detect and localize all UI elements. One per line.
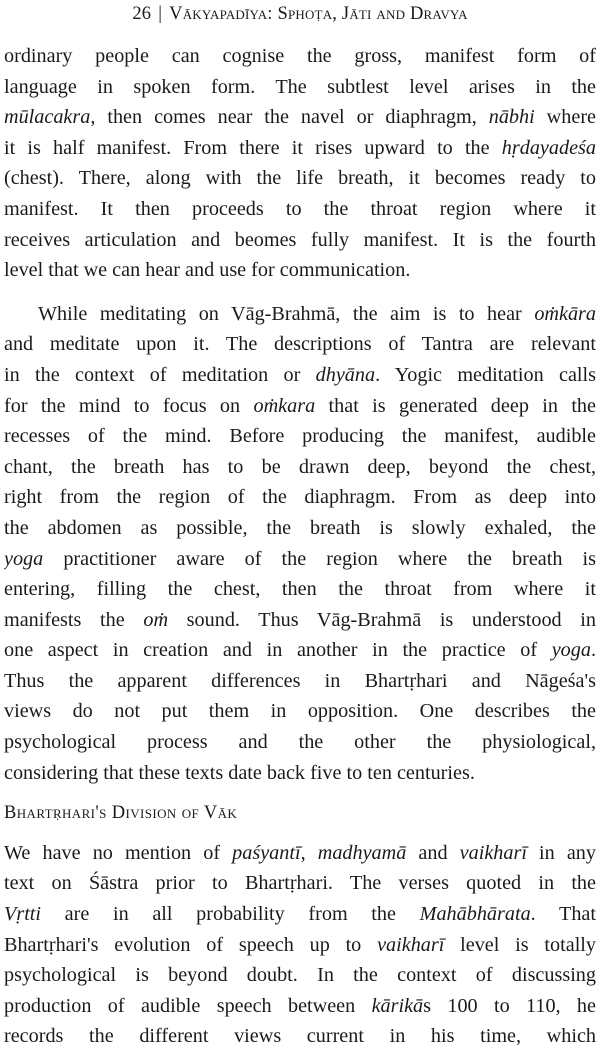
text-line: entering, filling the chest, then the throat from where it xyxy=(4,578,596,601)
text-line: Thus the apparent differences in Bhartṛhari and Nāgeśa's xyxy=(4,669,596,692)
text-line: recesses of the mind. Before producing the manifest, audible xyxy=(4,425,596,448)
text-line: mūlacakra, then comes near the navel or diaphragm, nābhi where xyxy=(4,106,596,129)
text-line: and meditate upon it. The descriptions of Tantra are relevant xyxy=(4,333,596,356)
text-line: right from the region of the diaphragm. From as deep into xyxy=(4,486,596,509)
text-line: psychological process and the other the physiological, xyxy=(4,731,596,754)
text-line: manifests the oṁ sound. Thus Vāg-Brahmā is understood in xyxy=(4,608,596,631)
text-line: language in spoken form. The subtlest level arises in the xyxy=(4,75,596,98)
header-separator: | xyxy=(158,4,163,24)
running-header xyxy=(0,4,600,25)
text-line: yoga practitioner aware of the region where the breath is xyxy=(4,547,596,570)
book-title: Vākyapadīya: Sphoṭa, Jāti and Dravya xyxy=(169,4,468,24)
text-line: Bhartṛhari's evolution of speech up to vaikharī level is totally xyxy=(4,933,596,956)
text-line: We have no mention of paśyantī, madhyamā and vaikharī in any xyxy=(4,841,596,864)
text-line: psychological is beyond doubt. In the context of discussing xyxy=(4,964,596,987)
text-line: for the mind to focus on oṁkara that is generated deep in the xyxy=(4,394,596,417)
text-line: views do not put them in opposition. One describes the xyxy=(4,700,596,723)
body-text xyxy=(4,41,596,1052)
paragraph-1 xyxy=(4,41,596,286)
text-line: records the different views current in his time, which xyxy=(4,1025,596,1048)
text-line: manifest. It then proceeds to the throat region where it xyxy=(4,197,596,220)
text-line: one aspect in creation and in another in the practice of yoga. xyxy=(4,639,596,662)
text-line: receives articulation and beomes fully manifest. It is the fourth xyxy=(4,228,596,251)
text-line: it is half manifest. From there it rises upward to the hṛdayadeśa xyxy=(4,136,596,159)
paragraph-3 xyxy=(4,838,596,1052)
text-line: text on Śāstra prior to Bhartṛhari. The verses quoted in the xyxy=(4,872,596,895)
text-line: Vṛtti are in all probability from the Mahābhārata. That xyxy=(4,903,596,926)
text-line: (chest). There, along with the life breath, it becomes ready to xyxy=(4,167,596,190)
text-line: considering that these texts date back five to ten centuries. xyxy=(4,761,475,784)
page-number: 26 xyxy=(132,4,152,24)
text-line: chant, the breath has to be drawn deep, beyond the chest, xyxy=(4,455,596,478)
section-heading: Bhartṛhari's Division of Vāk xyxy=(4,803,238,824)
paragraph-2 xyxy=(4,299,596,789)
text-line: level that we can hear and use for communication. xyxy=(4,259,411,282)
text-line: ordinary people can cognise the gross, manifest form of xyxy=(4,45,596,67)
text-line: production of audible speech between kārikās 100 to 110, he xyxy=(4,994,596,1017)
text-line: in the context of meditation or dhyāna. Yogic meditation calls xyxy=(4,363,596,386)
text-line: While meditating on Vāg-Brahmā, the aim is to hear oṁkāra xyxy=(38,302,596,325)
text-line: the abdomen as possible, the breath is slowly exhaled, the xyxy=(4,516,596,539)
